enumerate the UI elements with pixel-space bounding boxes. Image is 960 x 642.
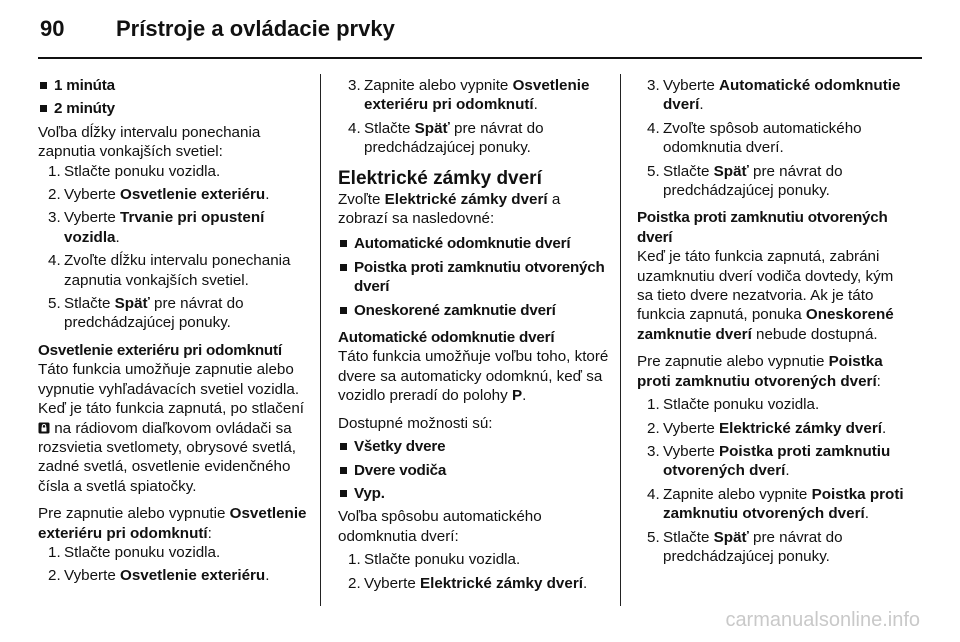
bullet-item: 1 minúta (38, 76, 310, 95)
paragraph: Voľba dĺžky intervalu ponechania zapnutia vonkajších svetiel: (38, 123, 261, 161)
column-divider (320, 74, 321, 606)
paragraph-text: Táto funkcia umožňuje zapnutie alebo vypnutie vyhľadávacích svetiel vozidla. Keď je táto funkcia zapnutá, po stlačení (38, 361, 305, 418)
step-item (38, 251, 310, 290)
step-item (637, 419, 909, 438)
bullet-item: Poistka proti zamknutiu otvorených dverí (338, 258, 610, 297)
step-text: Vyberte (64, 209, 120, 227)
menu-term: Osvetlenie exteriéru pri odomknutí (38, 505, 307, 542)
paragraph (637, 352, 909, 391)
menu-term: Trvanie pri opustení vozidla (64, 209, 265, 246)
paragraph (338, 190, 610, 229)
menu-term: Elektrické zámky dverí (719, 419, 882, 437)
step-item (338, 574, 610, 593)
step-text: Zapnite alebo vypnite (663, 485, 812, 503)
bullet-item: Oneskorené zamknutie dverí (338, 301, 610, 320)
step-text: Stlačte (64, 295, 115, 313)
step-text: Stlačte ponuku vozidla. (663, 396, 820, 414)
step-text: Vyberte (663, 442, 719, 460)
step-item (38, 162, 310, 181)
step-number: 2. (647, 419, 660, 437)
step-item (637, 395, 909, 414)
menu-term: Automatické odomknutie dverí (663, 77, 901, 114)
step-text: Vyberte (663, 77, 719, 94)
step-text: pre návrat do predchádzajúcej ponuky. (64, 295, 244, 332)
menu-term: Späť (414, 119, 450, 137)
step-text: . (785, 462, 790, 480)
paragraph: Dostupné možnosti sú: (338, 414, 493, 432)
step-text: Stlačte (663, 528, 714, 546)
menu-term: Späť (713, 528, 749, 546)
step-item (338, 550, 610, 569)
step-number: 1. (48, 543, 61, 561)
step-item (38, 208, 310, 247)
paragraph (637, 247, 909, 344)
paragraph-text: Pre zapnutie alebo vypnutie (38, 505, 230, 523)
step-item (637, 76, 909, 115)
paragraph-text: Táto funkcia umožňuje voľbu toho, ktoré dvere sa automaticky odomknú, keď sa vozidlo preradí do polohy (338, 348, 609, 405)
menu-term: Poistka proti zamknutiu otvorených dverí (663, 442, 891, 480)
paragraph-text: nebude dostupná. (751, 325, 878, 343)
step-item (637, 485, 909, 524)
step-text: . (582, 574, 588, 592)
step-text: . (265, 567, 270, 585)
step-number: 1. (48, 162, 61, 180)
step-number: 2. (48, 567, 61, 585)
menu-term: Poistka proti zamknutiu otvorených dverí (663, 485, 904, 523)
step-text: Vyberte (64, 567, 120, 585)
step-number: 4. (647, 485, 660, 503)
step-item (637, 162, 909, 201)
step-item (637, 119, 909, 158)
step-number: 1. (348, 551, 361, 569)
step-item (38, 294, 310, 333)
menu-term: Elektrické zámky dverí (420, 574, 583, 592)
page-number: 90 (40, 16, 65, 41)
bullet-item: 2 minúty (38, 99, 310, 118)
paragraph: Voľba spôsobu automatického odomknutia dverí: (338, 508, 542, 545)
lock-icon (38, 422, 50, 434)
step-text: Zvoľte spôsob automatického odomknutia dverí. (663, 119, 862, 157)
step-text: . (881, 419, 887, 437)
step-number: 5. (647, 528, 660, 546)
step-number: 3. (647, 77, 660, 94)
menu-term: Oneskorené zamknutie dverí (637, 306, 894, 343)
step-text: Zapnite alebo vypnite (364, 77, 513, 94)
step-text: pre návrat do predchádzajúcej ponuky. (663, 162, 843, 200)
paragraph-text: : (876, 372, 881, 390)
step-text: . (533, 96, 538, 114)
step-text: Vyberte (663, 419, 719, 437)
paragraph-text: Zvoľte (338, 190, 385, 208)
header-rule (38, 57, 922, 59)
column-1 (38, 76, 310, 590)
step-text: Stlačte (364, 119, 415, 137)
watermark: carmanualsonline.info (725, 609, 920, 631)
step-number: 1. (647, 396, 660, 414)
step-number: 3. (348, 77, 361, 94)
step-number: 3. (647, 442, 660, 460)
paragraph-text: . (522, 387, 527, 405)
step-number: 2. (48, 186, 61, 204)
paragraph-text: a zobrazí sa nasledovné: (338, 190, 561, 228)
step-item (637, 442, 909, 481)
column-2 (338, 76, 610, 597)
step-item (38, 566, 310, 585)
step-number: 4. (48, 252, 61, 270)
paragraph (338, 347, 610, 405)
bullet-item: Všetky dvere (338, 437, 610, 456)
menu-term: Osvetlenie exteriéru (120, 567, 266, 585)
step-text: . (115, 228, 120, 246)
subheading: Osvetlenie exteriéru pri odomknutí (38, 341, 282, 359)
bullet-item: Dvere vodiča (338, 461, 610, 480)
step-text: Stlačte ponuku vozidla. (64, 162, 221, 180)
paragraph-text: Pre zapnutie alebo vypnutie (637, 353, 829, 371)
menu-term: Späť (114, 295, 150, 313)
step-text: Stlačte (663, 162, 714, 180)
page-header (0, 0, 960, 70)
step-item (38, 185, 310, 204)
menu-term: Osvetlenie exteriéru (120, 186, 266, 204)
section-title: Elektrické zámky dverí (338, 167, 542, 189)
step-item (637, 528, 909, 567)
step-text: Vyberte (64, 186, 120, 204)
step-text: pre návrat do predchádzajúcej ponuky. (663, 528, 843, 565)
paragraph (38, 360, 310, 496)
step-text: Vyberte (364, 574, 420, 592)
menu-term: P (511, 387, 523, 405)
step-text: Stlačte ponuku vozidla. (64, 543, 221, 561)
paragraph-text: na rádiovom diaľkovom ovládači sa rozsvietia svetlomety, obrysové svetlá, zadné svetlá, osvetlenie evidenčného čísla a svetlá spiatočky. (38, 419, 297, 495)
paragraph-text: Keď je táto funkcia zapnutá, zabráni uzamknutiu dverí vodiča dovtedy, kým sa tieto dvere nezatvoria. Ak je táto funkcia zapnutá, ponuka (637, 248, 894, 324)
step-text: Stlačte ponuku vozidla. (364, 551, 521, 569)
menu-term: Osvetlenie exteriéru pri odomknutí (364, 77, 590, 114)
step-number: 4. (348, 119, 361, 137)
paragraph-text: : (207, 524, 212, 542)
paragraph (38, 504, 310, 543)
step-text: Zvoľte dĺžku intervalu ponechania zapnutia vonkajších svetiel. (64, 252, 291, 289)
step-text: . (864, 505, 869, 523)
step-item (338, 119, 610, 158)
menu-term: Poistka proti zamknutiu otvorených dverí (637, 353, 883, 390)
subheading: Automatické odomknutie dverí (338, 329, 555, 347)
column-3 (637, 76, 909, 570)
step-number: 2. (348, 574, 361, 592)
subheading: Poistka proti zamknutiu otvorených dverí (637, 209, 888, 246)
step-number: 5. (48, 295, 61, 313)
column-divider (620, 74, 621, 606)
step-item (38, 543, 310, 562)
step-number: 5. (647, 162, 660, 180)
step-number: 3. (48, 209, 61, 227)
step-text: . (265, 186, 270, 204)
step-item (338, 76, 610, 115)
menu-term: Späť (713, 162, 749, 180)
bullet-item: Vyp. (338, 484, 610, 503)
step-text: . (699, 96, 704, 114)
menu-term: Elektrické zámky dverí (384, 190, 548, 208)
page-title: Prístroje a ovládacie prvky (116, 16, 395, 41)
bullet-item: Automatické odomknutie dverí (338, 234, 610, 253)
step-number: 4. (647, 119, 660, 137)
step-text: pre návrat do predchádzajúcej ponuky. (364, 119, 544, 157)
